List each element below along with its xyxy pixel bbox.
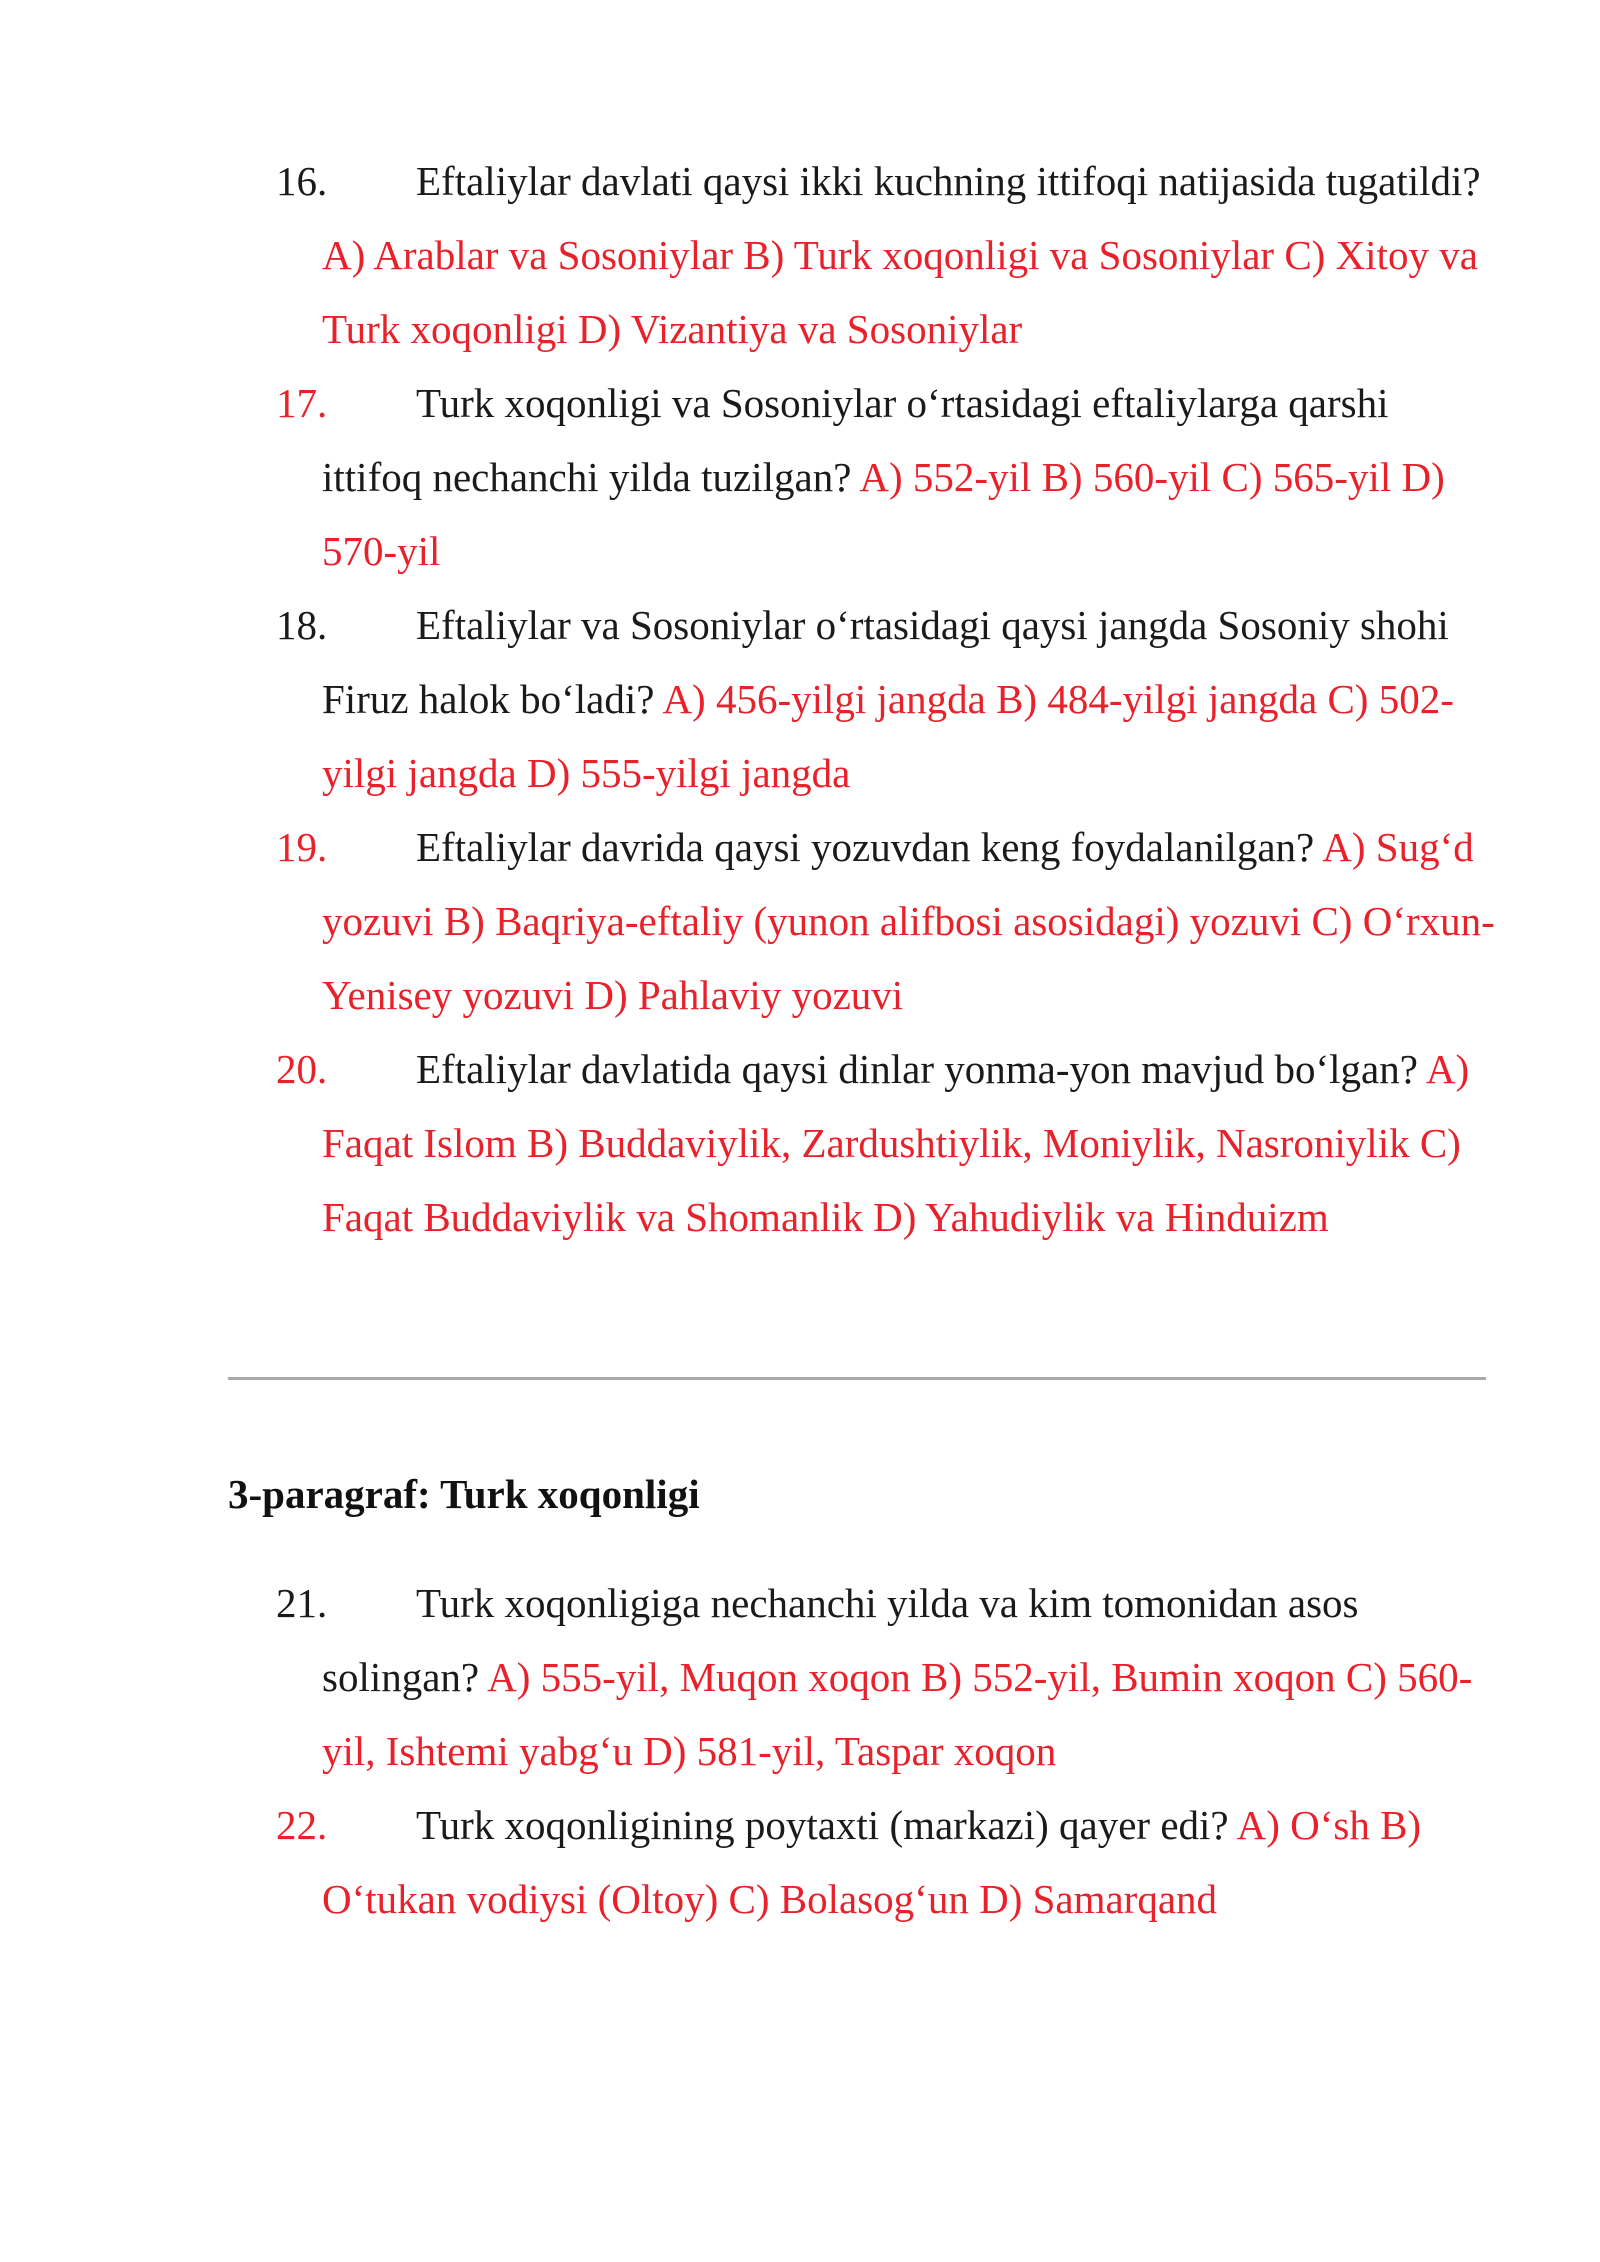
question-item <box>226 1566 1496 1788</box>
question-list-eftaliylar <box>226 144 1496 1254</box>
answer-options: A) 552-yil B) 560-yil C) 565-yil D) 570-yil <box>322 454 1445 574</box>
question-number: 22. <box>276 1802 328 1848</box>
question-text: Eftaliylar davrida qaysi yozuvdan keng foydalanilgan? <box>416 824 1323 870</box>
question-item <box>226 810 1496 1032</box>
question-number: 19. <box>276 824 328 870</box>
question-item <box>226 1788 1496 1936</box>
section-heading: 3-paragraf: Turk xoqonligi <box>228 1471 700 1517</box>
question-item <box>226 366 1496 588</box>
answer-options: A) O‘sh B) O‘tukan vodiysi (Oltoy) C) Bolasog‘un D) Samarqand <box>322 1802 1422 1922</box>
question-text: Turk xoqonligiga nechanchi yilda va kim tomonidan asos solingan? <box>322 1580 1359 1700</box>
question-number: 20. <box>276 1046 328 1092</box>
answer-options: A) 555-yil, Muqon xoqon B) 552-yil, Bumin xoqon C) 560-yil, Ishtemi yabg‘u D) 581-yil, Taspar xoqon <box>322 1654 1473 1774</box>
question-item <box>226 588 1496 810</box>
question-text: Eftaliylar davlatida qaysi dinlar yonma-yon mavjud bo‘lgan? <box>416 1046 1426 1092</box>
question-number: 21. <box>276 1580 328 1626</box>
question-text: Eftaliylar davlati qaysi ikki kuchning ittifoqi natijasida tugatildi? <box>416 158 1481 204</box>
question-text: Turk xoqonligining poytaxti (markazi) qayer edi? <box>416 1802 1237 1848</box>
question-text: Eftaliylar va Sosoniylar o‘rtasidagi qaysi jangda Sosoniy shohi Firuz halok bo‘ladi? <box>322 602 1449 722</box>
question-list-turk-xoqonligi <box>226 1566 1496 1936</box>
question-item <box>226 144 1496 366</box>
answer-options: A) 456-yilgi jangda B) 484-yilgi jangda C) 502-yilgi jangda D) 555-yilgi jangda <box>322 676 1454 796</box>
question-text: Turk xoqonligi va Sosoniylar o‘rtasidagi eftaliylarga qarshi ittifoq nechanchi yilda tuzilgan? <box>322 380 1389 500</box>
answer-options: A) Arablar va Sosoniylar B) Turk xoqonligi va Sosoniylar C) Xitoy va Turk xoqonligi D) Vizantiya va Sosoniylar <box>322 232 1478 352</box>
section-divider <box>228 1377 1486 1380</box>
question-number: 16. <box>276 158 328 204</box>
question-item <box>226 1032 1496 1254</box>
answer-options: A) Faqat Islom B) Buddaviylik, Zardushtiylik, Moniylik, Nasroniylik C) Faqat Buddaviylik va Shomanlik D) Yahudiylik va Hinduizm <box>322 1046 1470 1240</box>
question-number: 17. <box>276 380 328 426</box>
answer-options: A) Sug‘d yozuvi B) Baqriya-eftaliy (yunon alifbosi asosidagi) yozuvi C) O‘rxun-Yenisey yozuvi D) Pahlaviy yozuvi <box>322 824 1495 1018</box>
question-number: 18. <box>276 602 328 648</box>
